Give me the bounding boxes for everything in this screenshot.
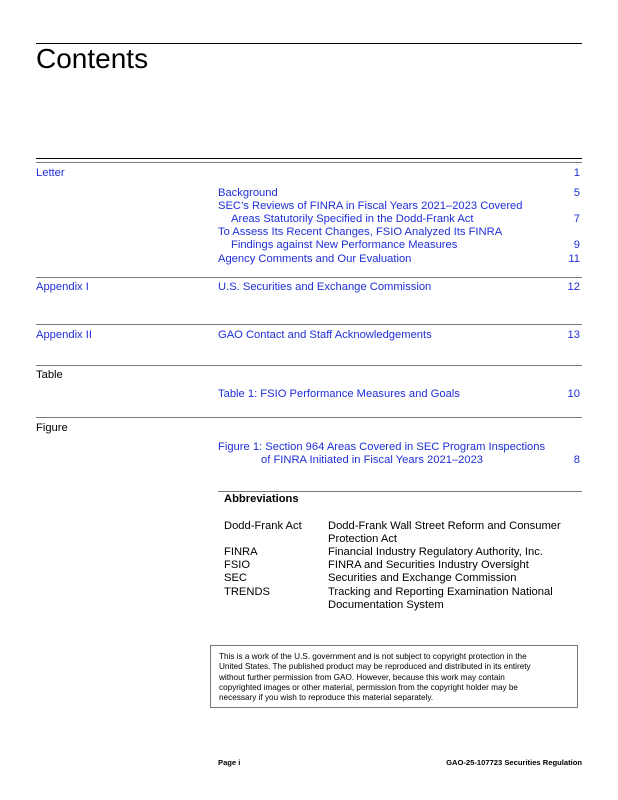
abbr-definition: Securities and Exchange Commission [328, 572, 517, 584]
toc-appendix2-title[interactable]: GAO Contact and Staff Acknowledgements [218, 329, 432, 341]
abbr-definition: Financial Industry Regulatory Authority, Inc. [328, 546, 543, 558]
toc-item-background[interactable]: Background [218, 187, 278, 199]
section-divider [36, 324, 582, 325]
toc-appendix1-title[interactable]: U.S. Securities and Exchange Commission [218, 281, 432, 293]
page-title: Contents [36, 43, 149, 74]
abbreviations-heading: Abbreviations [224, 493, 299, 505]
toc-table-heading: Table [36, 369, 63, 381]
abbr-definition-line2: Protection Act [328, 533, 398, 545]
abbr-term: TRENDS [224, 586, 270, 598]
notice-line: without further permission from GAO. However, because this work may contain [219, 672, 505, 682]
abbr-term: FSIO [224, 559, 251, 571]
toc-item-fsio-assess-page[interactable]: 9 [573, 239, 580, 251]
section-divider [36, 365, 582, 366]
notice-line: United States. The published product may be reproduced and distributed in its entirety [219, 662, 531, 672]
toc-item-fsio-assess-line2[interactable]: Findings against New Performance Measures [231, 239, 458, 251]
toc-item-fsio-assess[interactable]: To Assess Its Recent Changes, FSIO Analyzed Its FINRA [218, 226, 503, 238]
toc-item-background-page[interactable]: 5 [573, 187, 580, 199]
toc-item-agency-comments[interactable]: Agency Comments and Our Evaluation [218, 253, 412, 265]
toc-appendix2-label[interactable]: Appendix II [36, 329, 92, 341]
abbr-term: FINRA [224, 546, 258, 558]
toc-table1-link[interactable]: Table 1: FSIO Performance Measures and Goals [218, 388, 460, 400]
copyright-notice [210, 645, 578, 708]
toc-item-sec-reviews-page[interactable]: 7 [573, 213, 580, 225]
toc-appendix1-page[interactable]: 12 [567, 281, 580, 293]
toc-top-rule-2 [36, 162, 582, 163]
abbr-definition: FINRA and Securities Industry Oversight [328, 559, 529, 571]
toc-letter-link[interactable]: Letter [36, 167, 65, 179]
abbr-definition: Tracking and Reporting Examination National [328, 586, 553, 598]
notice-line: This is a work of the U.S. government and is not subject to copyright protection in the [219, 652, 527, 661]
toc-item-sec-reviews[interactable]: SEC’s Reviews of FINRA in Fiscal Years 2021–2023 Covered [218, 200, 523, 212]
notice-line: necessary if you wish to reproduce this material separately. [219, 693, 434, 703]
abbr-definition-line2: Documentation System [328, 599, 444, 611]
abbr-definition: Dodd-Frank Wall Street Reform and Consumer [328, 520, 561, 532]
section-divider [36, 277, 582, 278]
abbr-term: SEC [224, 572, 248, 584]
toc-appendix1-label[interactable]: Appendix I [36, 281, 89, 293]
abbr-term: Dodd-Frank Act [224, 520, 302, 532]
toc-appendix2-page[interactable]: 13 [567, 329, 580, 341]
notice-line: copyrighted images or other material, permission from the copyright holder may be [219, 682, 518, 692]
toc-figure1-link-line2[interactable]: of FINRA Initiated in Fiscal Years 2021–2023 [261, 454, 484, 466]
toc-figure1-link[interactable]: Figure 1: Section 964 Areas Covered in SEC Program Inspections [218, 441, 546, 453]
toc-figure1-page[interactable]: 8 [573, 454, 580, 466]
toc-letter-page[interactable]: 1 [573, 167, 580, 179]
toc-figure-heading: Figure [36, 422, 68, 434]
toc-item-sec-reviews-line2[interactable]: Areas Statutorily Specified in the Dodd-Frank Act [231, 213, 474, 225]
toc-item-agency-comments-page[interactable]: 11 [568, 253, 580, 265]
section-divider [36, 417, 582, 418]
toc-top-rule [36, 158, 582, 159]
footer-report-id: GAO-25-107723 Securities Regulation [446, 758, 582, 767]
footer-page-label: Page i [218, 758, 241, 767]
toc-table1-page[interactable]: 10 [567, 388, 580, 400]
abbreviations-rule [218, 491, 582, 492]
